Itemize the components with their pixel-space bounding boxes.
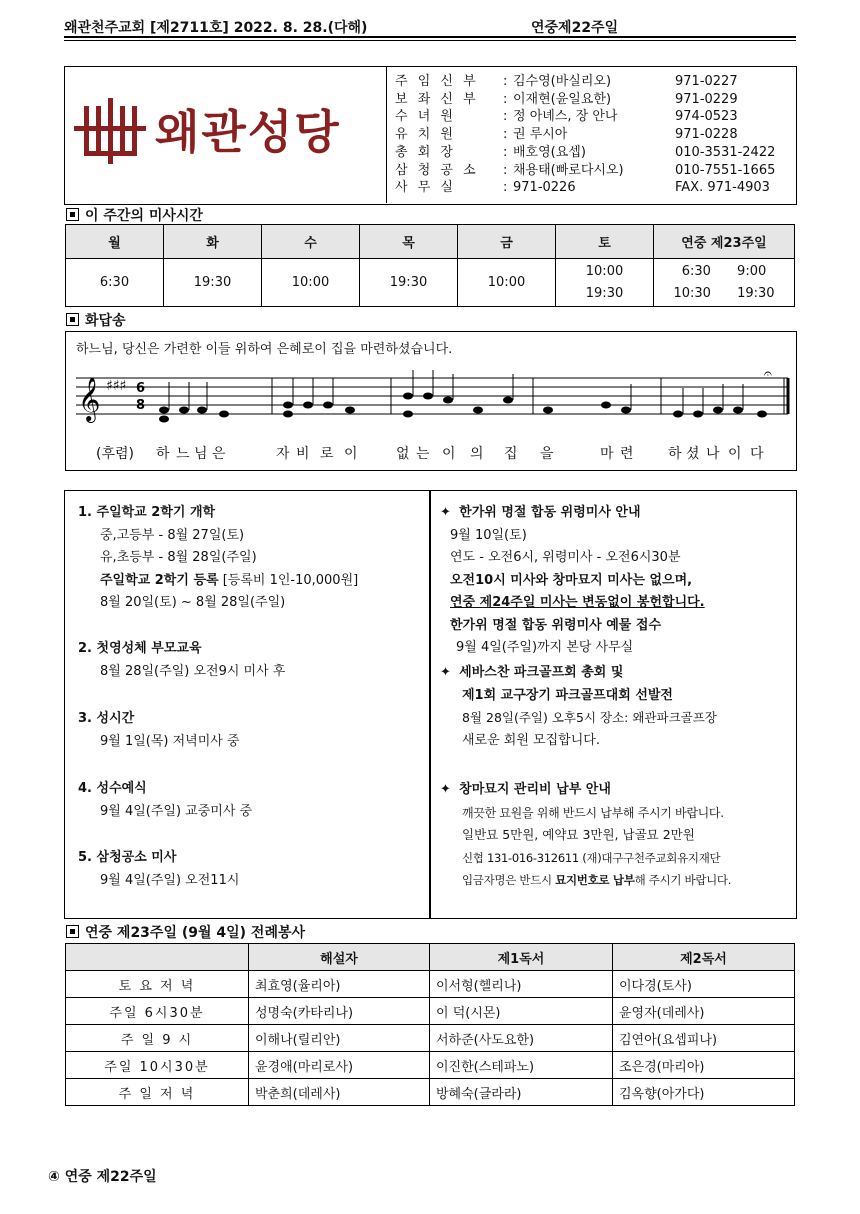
mass-time: 19:30: [164, 259, 262, 307]
staff-row: 삼 청 공 소 : 채용태(빠로다시오) 010-7551-1665: [395, 162, 815, 180]
mass-slot: 주일 6시30분: [66, 998, 249, 1025]
staff-name: 김수영(바실리오): [513, 74, 612, 89]
mass-slot: 주 일 저 녁: [66, 1079, 249, 1106]
duty-table: [65, 943, 795, 1106]
church-name-logo: 왜관성당: [155, 105, 341, 159]
duty-header: [66, 944, 249, 971]
lyric-syllable: 자: [276, 446, 290, 462]
svg-text:𝄞: 𝄞: [78, 377, 101, 421]
lyric-syllable: 집: [504, 446, 518, 462]
staff-row: 사 무 실 : 971-0226 FAX. 971-4903: [395, 179, 815, 197]
duty-header-row: [66, 944, 795, 971]
liturgical-week: 연중제22주일: [531, 20, 619, 36]
second-reader: 윤영자(데레사): [613, 998, 795, 1025]
staff-name: 이재현(윤일요한): [513, 91, 612, 107]
lyric-syllable: 없: [396, 446, 410, 462]
music-staff: [76, 368, 792, 430]
notices-left: [78, 502, 418, 892]
notice-line: 깨끗한 묘원을 위해 반드시 납부해 주시기 바랍니다.: [462, 805, 724, 820]
bullet-star-icon: ✦: [440, 782, 451, 797]
first-reader: 방혜숙(글라라): [430, 1079, 613, 1106]
staff-name: 권 루시아: [513, 127, 568, 143]
notice-title: 3. 성시간: [78, 711, 135, 726]
lyric-syllable: 련: [620, 446, 634, 462]
day-header: 수: [262, 225, 360, 259]
page-footer: ④ 연중 제22주일: [48, 1169, 157, 1185]
bulletin-header: [64, 17, 796, 37]
mass-time: 19:30: [360, 259, 458, 307]
second-reader: 김연아(요셉피나): [613, 1025, 795, 1052]
commentator: 성명숙(카타리나): [249, 998, 430, 1025]
church-logo-icon: [74, 98, 146, 164]
notice-title: 제1회 교구장기 파크골프대회 선발전: [462, 687, 673, 703]
notice-item: [440, 502, 792, 662]
duty-header: 제2독서: [613, 944, 795, 971]
mass-times-table: [65, 224, 795, 307]
staff-phone: FAX. 971-4903: [675, 180, 770, 196]
mass-times-row: [66, 259, 795, 307]
staff-name: 971-0226: [513, 180, 576, 196]
bullet-star-icon: ✦: [440, 665, 451, 680]
notice-emphasis: 묘지번호로 납부: [555, 873, 635, 887]
lyric-syllable: 을: [540, 446, 554, 462]
first-reader: 이진한(스테파노): [430, 1052, 613, 1079]
notice-line: [등록비 1인-10,000원]: [218, 572, 359, 588]
section-bullet-icon: [66, 208, 79, 221]
lyric-syllable: 하: [668, 446, 682, 462]
second-reader: 이다경(토사): [613, 971, 795, 998]
bullet-star-icon: ✦: [440, 505, 451, 520]
notice-line: 새로운 회원 모집합니다.: [462, 732, 600, 748]
notice-emphasis: 연중 제24주일 미사는 변동없이 봉헌합니다.: [450, 595, 705, 610]
commentator: 박춘희(데레사): [249, 1079, 430, 1106]
notice-title: 5. 삼청공소 미사: [78, 850, 177, 865]
notice-item: [78, 708, 418, 778]
mass-slot: 주일 10시30분: [66, 1052, 249, 1079]
lyric-syllable: 셨: [686, 446, 700, 462]
notice-title: 창마묘지 관리비 납부 안내: [459, 782, 611, 797]
notice-line: 9월 4일(주일) 교중미사 중: [100, 803, 253, 819]
lyric-syllable: 나: [706, 446, 720, 462]
day-header: 월: [66, 225, 164, 259]
staff-role: 사 무 실: [395, 180, 456, 196]
bulletin-issue: 왜관천주교회 [제2711호] 2022. 8. 28.(다해): [64, 20, 368, 36]
notice-item: [78, 638, 418, 708]
staff-row: 주 임 신 부 : 김수영(바실리오) 971-0227: [395, 73, 815, 91]
staff-role: 삼 청 공 소: [395, 162, 479, 178]
mass-time: 10:00: [262, 259, 360, 307]
section-bullet-icon: [66, 313, 79, 326]
notice-line: 9월 1일(목) 저녁미사 중: [100, 733, 240, 749]
notice-line: 8월 28일(주일) 오후5시 장소: 왜관파크골프장: [462, 710, 717, 725]
staff-role: 보 좌 신 부: [395, 91, 479, 107]
mass-days-row: [66, 225, 795, 259]
day-header: 연중 제23주일: [654, 225, 795, 259]
staff-phone: 974-0523: [675, 109, 738, 125]
mass-time: 6:30 9:00 10:30 19:30: [654, 259, 795, 307]
notice-line: 신협 131-016-312611 (재)대구구천주교회유지재단: [462, 850, 721, 865]
notice-line: 9월 10일(토): [450, 527, 527, 543]
svg-text:6: 6: [136, 381, 146, 396]
first-reader: 이서형(헬리나): [430, 971, 613, 998]
lyric-syllable: 이: [442, 446, 456, 462]
staff-phone: 971-0228: [675, 127, 738, 143]
day-header: 화: [164, 225, 262, 259]
lyric-syllable: 로: [320, 446, 334, 462]
mass-slot: 주 일 9 시: [66, 1025, 249, 1052]
duty-header: 제1독서: [430, 944, 613, 971]
notice-emphasis: 오전10시 미사와 창마묘지 미사는 없으며,: [450, 572, 693, 588]
second-reader: 김옥향(아가다): [613, 1079, 795, 1106]
staff-role: 주 임 신 부: [395, 74, 479, 89]
header-rule-thin: [64, 40, 796, 41]
duty-header: 해설자: [249, 944, 430, 971]
mass-time: 6:30: [66, 259, 164, 307]
mass-slot: 토 요 저 녁: [66, 971, 249, 998]
table-row: [66, 998, 795, 1025]
lyric-syllable: 마: [600, 446, 614, 462]
lyric-syllable: 의: [470, 446, 484, 462]
staff-role: 유 치 원: [395, 127, 456, 143]
notice-title: 1. 주일학교 2학기 개학: [78, 505, 216, 520]
mass-time: 10:00: [458, 259, 556, 307]
lyric-syllable: 는: [416, 446, 430, 462]
svg-text:𝄐: 𝄐: [764, 368, 772, 382]
lyric-syllable: 이: [344, 446, 358, 462]
notices-divider: [429, 490, 431, 918]
psalm-lyrics: [76, 443, 796, 463]
notice-item: [440, 662, 792, 779]
staff-role: 수 녀 원: [395, 109, 456, 125]
staff-row: 유 치 원 : 권 루시아 971-0228: [395, 126, 815, 144]
notice-line: 유,초등부 - 8월 28일(주일): [100, 550, 257, 565]
table-row: [66, 1052, 795, 1079]
staff-role: 총 회 장: [395, 144, 456, 160]
psalm-title: 화답송: [66, 310, 126, 330]
notice-title: 2. 첫영성체 부모교육: [78, 641, 202, 656]
staff-row: 수 녀 원 : 정 아녜스, 장 안나 974-0523: [395, 108, 815, 126]
second-reader: 조은경(마리아): [613, 1052, 795, 1079]
notice-title: 한가위 명절 합동 위령미사 안내: [459, 505, 641, 520]
staff-name: 채용태(빠로다시오): [513, 162, 624, 178]
notice-line: 8월 28일(주일) 오전9시 미사 후: [100, 663, 286, 679]
commentator: 윤경애(마리로사): [249, 1052, 430, 1079]
day-header: 금: [458, 225, 556, 259]
notice-title: 4. 성수예식: [78, 781, 147, 796]
staff-name: 정 아녜스, 장 안나: [513, 109, 618, 125]
lyric-syllable: 하: [156, 446, 170, 462]
lyric-syllable: 느: [176, 446, 190, 462]
first-reader: 서하준(사도요한): [430, 1025, 613, 1052]
notices-right: [440, 502, 792, 892]
notice-title: 세바스찬 파크골프회 총회 및: [459, 665, 624, 680]
lyric-syllable: (후렴): [96, 446, 134, 462]
staff-phone: 971-0227: [675, 74, 738, 89]
notice-line: 9월 4일(주일) 오전11시: [100, 872, 240, 888]
notice-line: 9월 4일(주일)까지 본당 사무실: [456, 640, 634, 655]
psalm-text: 하느님, 당신은 가련한 이들 위하여 은혜로이 집을 마련하셨습니다.: [76, 342, 453, 357]
svg-text:♯♯♯: ♯♯♯: [106, 378, 127, 394]
lyric-syllable: 다: [750, 446, 764, 462]
staff-name: 배호영(요셉): [513, 144, 586, 160]
notice-line: 입금자명은 반드시: [462, 873, 556, 887]
notice-item: [78, 847, 418, 892]
svg-text:8: 8: [136, 398, 146, 413]
notice-line: 해 주시기 바랍니다.: [634, 873, 732, 887]
notice-item: [78, 502, 418, 638]
staff-phone: 010-7551-1665: [675, 162, 776, 178]
section-bullet-icon: [66, 925, 79, 938]
lyric-syllable: 비: [296, 446, 310, 462]
lyric-syllable: 님: [194, 446, 208, 462]
notice-line: 중,고등부 - 8월 27일(토): [100, 527, 245, 543]
staff-phone: 010-3531-2422: [675, 144, 776, 160]
table-row: [66, 1079, 795, 1106]
mass-time: 10:00 19:30: [556, 259, 654, 307]
duty-title: 연중 제23주일 (9월 4일) 전례봉사: [66, 922, 305, 942]
lyric-syllable: 은: [212, 446, 226, 462]
staff-row: 총 회 장 : 배호영(요셉) 010-3531-2422: [395, 144, 815, 162]
notice-item: [440, 779, 792, 892]
lyric-syllable: 이: [728, 446, 742, 462]
header-rule: [64, 36, 796, 38]
mass-times-title: 이 주간의 미사시간: [66, 205, 203, 225]
staff-row: 보 좌 신 부 : 이재현(윤일요한) 971-0229: [395, 91, 815, 109]
day-header: 목: [360, 225, 458, 259]
notice-line: 8월 20일(토) ~ 8월 28일(주일): [100, 595, 286, 610]
table-row: [66, 971, 795, 998]
notice-emphasis: 주일학교 2학기 등록: [100, 572, 219, 588]
notice-item: [78, 778, 418, 847]
staff-phone: 971-0229: [675, 91, 738, 107]
commentator: 이해나(릴리안): [249, 1025, 430, 1052]
notice-emphasis: 한가위 명절 합동 위령미사 예물 접수: [450, 617, 661, 633]
day-header: 토: [556, 225, 654, 259]
commentator: 최효영(율리아): [249, 971, 430, 998]
staff-directory: [395, 73, 815, 197]
notice-line: 연도 - 오전6시, 위령미사 - 오전6시30분: [450, 550, 681, 565]
table-row: [66, 1025, 795, 1052]
first-reader: 이 덕(시몬): [430, 998, 613, 1025]
notice-line: 일반묘 5만원, 예약묘 3만원, 납골묘 2만원: [462, 827, 695, 842]
